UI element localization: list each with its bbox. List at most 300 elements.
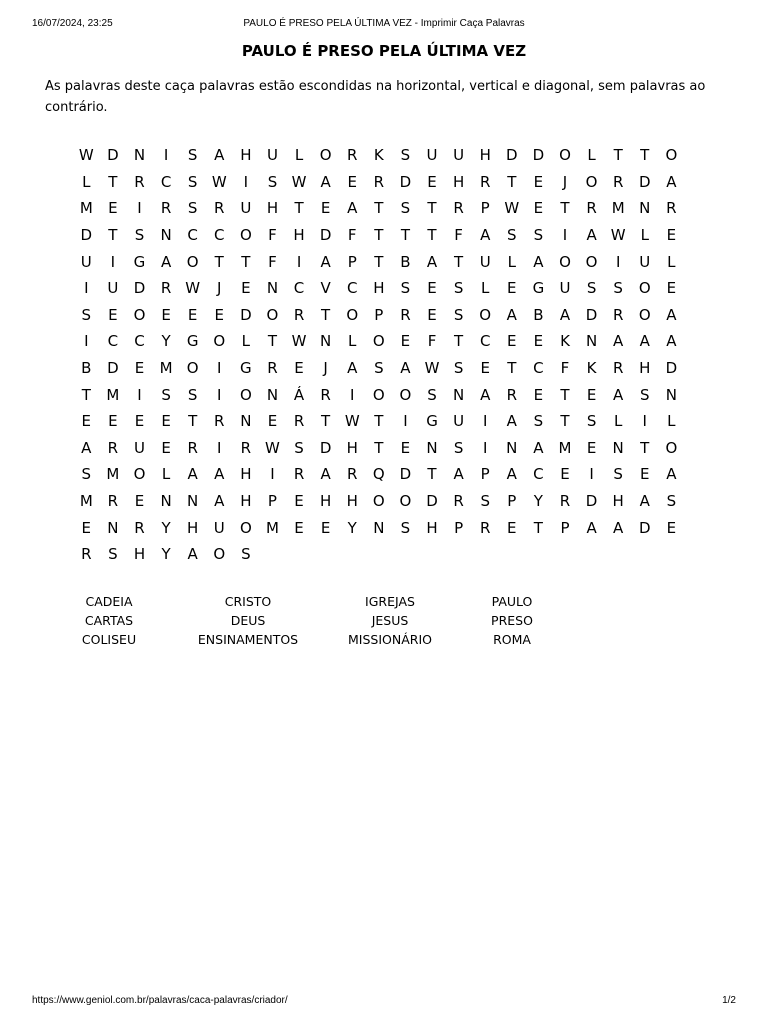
grid-cell: R (612, 305, 624, 324)
grid-cell: U (639, 252, 651, 271)
grid-cell: H (612, 492, 624, 511)
grid-cell: E (267, 412, 278, 431)
print-url: https://www.geniol.com.br/palavras/caca-palavras/criador/ (32, 995, 288, 1006)
grid-cell: A (533, 438, 544, 457)
grid-cell: E (507, 332, 517, 351)
grid-cell: Á (293, 385, 305, 404)
grid-cell: F (427, 332, 437, 351)
grid-cell: R (559, 492, 571, 511)
grid-cell: I (350, 385, 355, 404)
grid-cell: H (426, 518, 438, 537)
grid-cell: P (374, 305, 384, 324)
grid-cell: U (133, 438, 145, 457)
grid-cell: N (585, 332, 598, 351)
grid-cell: S (187, 199, 198, 218)
word-list-item: IGREJAS (365, 594, 415, 609)
grid-cell: D (107, 359, 119, 378)
grid-cell: J (562, 172, 568, 191)
grid-cell: A (187, 545, 198, 564)
grid-cell: B (400, 252, 411, 271)
grid-cell: D (426, 492, 438, 511)
grid-cell: O (372, 385, 385, 404)
grid-cell: B (533, 305, 544, 324)
grid-cell: U (559, 279, 571, 298)
grid-cell: H (639, 359, 651, 378)
grid-cell: W (424, 359, 440, 378)
grid-cell: D (240, 305, 252, 324)
grid-cell: Y (161, 545, 171, 564)
grid-cell: A (320, 252, 331, 271)
grid-cell: T (267, 332, 278, 351)
grid-cell: U (426, 146, 438, 165)
grid-cell: S (374, 359, 384, 378)
grid-cell: G (186, 332, 199, 351)
grid-cell: E (586, 438, 597, 457)
grid-cell: T (533, 518, 543, 537)
grid-cell: S (187, 385, 198, 404)
grid-cell: D (133, 279, 146, 298)
grid-cell: W (265, 438, 280, 457)
grid-cell: A (639, 492, 650, 511)
word-list-item: PAULO (491, 594, 533, 609)
grid-cell: I (403, 412, 408, 431)
word-list-item: PRESO (491, 613, 533, 628)
grid-cell: O (213, 332, 226, 351)
grid-cell: S (533, 226, 544, 245)
print-footer (32, 995, 736, 1009)
grid-cell: H (133, 545, 146, 564)
grid-cell: L (640, 226, 649, 245)
grid-cell: O (399, 492, 412, 511)
grid-cell: T (400, 226, 410, 245)
print-header (32, 18, 736, 32)
grid-cell: R (214, 412, 225, 431)
grid-cell: O (559, 252, 571, 271)
grid-cell: D (638, 518, 651, 537)
grid-cell: A (320, 172, 331, 191)
grid-cell: M (106, 385, 120, 404)
grid-cell: H (452, 172, 465, 191)
grid-cell: S (666, 492, 677, 511)
grid-cell: E (81, 518, 92, 537)
grid-cell: J (217, 279, 222, 298)
grid-cell: H (240, 146, 252, 165)
grid-cell: S (187, 172, 198, 191)
grid-cell: L (667, 252, 676, 271)
grid-cell: S (453, 438, 464, 457)
grid-cell: I (642, 412, 647, 431)
grid-cell: A (214, 465, 225, 484)
grid-cell: G (240, 359, 252, 378)
grid-cell: E (480, 359, 490, 378)
grid-cell: O (372, 332, 385, 351)
grid-cell: F (268, 252, 277, 271)
grid-cell: R (612, 359, 624, 378)
grid-cell: I (137, 199, 142, 218)
grid-cell: O (372, 492, 385, 511)
grid-cell: F (560, 359, 570, 378)
grid-cell: I (163, 146, 169, 165)
grid-cell: I (296, 252, 302, 271)
grid-cell: A (347, 199, 358, 218)
grid-cell: D (319, 226, 332, 245)
grid-cell: T (108, 226, 118, 245)
grid-cell: R (240, 438, 252, 457)
grid-cell: F (454, 226, 463, 245)
grid-cell: I (217, 438, 222, 457)
grid-cell: W (185, 279, 201, 298)
grid-cell: L (667, 412, 676, 431)
word-list-item: JESUS (371, 613, 409, 628)
grid-cell: J (323, 359, 328, 378)
grid-cell: N (320, 332, 332, 351)
grid-cell: D (80, 226, 93, 245)
grid-cell: D (532, 146, 545, 165)
grid-cell: K (560, 332, 570, 351)
word-list-item: CRISTO (224, 594, 272, 609)
grid-cell: I (110, 252, 116, 271)
grid-cell: T (241, 252, 251, 271)
grid-cell: R (214, 199, 225, 218)
grid-cell: L (348, 332, 357, 351)
grid-cell: A (613, 385, 624, 404)
page-number: 1/2 (722, 995, 736, 1006)
grid-cell: R (373, 172, 385, 191)
grid-cell: T (374, 199, 384, 218)
grid-cell: S (453, 305, 464, 324)
grid-cell: C (479, 332, 491, 351)
grid-cell: A (400, 359, 411, 378)
grid-cell: G (532, 279, 545, 298)
grid-cell: R (160, 279, 172, 298)
grid-cell: U (213, 518, 225, 537)
grid-cell: A (506, 465, 517, 484)
grid-cell: R (479, 172, 491, 191)
grid-cell: R (347, 146, 358, 165)
grid-cell: O (186, 359, 199, 378)
grid-cell: R (453, 199, 464, 218)
grid-cell: U (453, 412, 465, 431)
grid-cell: T (560, 412, 570, 431)
grid-cell: E (294, 359, 304, 378)
grid-cell: T (454, 332, 464, 351)
grid-cell: S (613, 279, 623, 298)
grid-cell: T (507, 172, 517, 191)
grid-cell: A (480, 226, 491, 245)
grid-cell: N (107, 518, 119, 537)
grid-cell: O (559, 146, 571, 165)
grid-cell: C (160, 172, 172, 191)
grid-cell: H (266, 199, 279, 218)
grid-cell: A (347, 359, 358, 378)
grid-cell: O (346, 305, 359, 324)
grid-cell: M (159, 359, 173, 378)
grid-cell: S (81, 305, 92, 324)
grid-cell: E (533, 172, 544, 191)
grid-cell: C (214, 226, 225, 245)
grid-cell: E (294, 492, 304, 511)
grid-cell: L (161, 465, 171, 484)
grid-cell: T (427, 465, 437, 484)
grid-cell: P (560, 518, 570, 537)
grid-cell: O (479, 305, 492, 324)
grid-cell: I (562, 226, 568, 245)
grid-cell: M (79, 199, 93, 218)
grid-cell: M (265, 518, 279, 537)
grid-cell: E (214, 305, 224, 324)
grid-cell: O (585, 172, 598, 191)
grid-cell: S (586, 279, 597, 298)
grid-cell: N (133, 146, 146, 165)
grid-cell: S (640, 385, 650, 404)
grid-cell: Q (372, 465, 385, 484)
grid-cell: N (665, 385, 677, 404)
grid-cell: A (533, 252, 544, 271)
grid-cell: G (426, 412, 438, 431)
grid-cell: L (241, 332, 251, 351)
grid-cell: I (217, 385, 222, 404)
grid-cell: I (615, 252, 621, 271)
grid-cell: G (133, 252, 146, 271)
grid-cell: C (533, 359, 544, 378)
grid-cell: O (239, 385, 252, 404)
grid-cell: M (79, 492, 93, 511)
grid-cell: I (482, 438, 488, 457)
grid-cell: A (187, 465, 198, 484)
word-list-item: CARTAS (84, 613, 134, 628)
grid-cell: I (589, 465, 594, 484)
grid-cell: K (586, 359, 597, 378)
print-date: 16/07/2024, 23:25 (32, 18, 113, 29)
grid-cell: E (533, 385, 544, 404)
grid-cell: S (108, 545, 118, 564)
grid-cell: T (560, 385, 570, 404)
grid-cell: L (481, 279, 490, 298)
grid-cell: A (666, 332, 677, 351)
grid-cell: H (346, 492, 358, 511)
word-list-item: CADEIA (85, 594, 133, 609)
grid-cell: D (107, 146, 119, 165)
grid-cell: O (319, 146, 332, 165)
grid-cell: E (666, 226, 677, 245)
grid-cell: O (239, 226, 252, 245)
grid-cell: N (187, 492, 199, 511)
grid-cell: A (214, 146, 225, 165)
grid-cell: A (639, 332, 650, 351)
grid-cell: P (347, 252, 357, 271)
grid-cell: C (293, 279, 305, 298)
grid-cell: R (293, 305, 305, 324)
grid-cell: E (533, 199, 544, 218)
grid-cell: P (454, 518, 464, 537)
grid-cell: T (507, 359, 517, 378)
grid-cell: E (134, 359, 145, 378)
grid-cell: N (426, 438, 438, 457)
grid-cell: I (243, 172, 249, 191)
grid-cell: E (427, 305, 437, 324)
grid-cell: M (611, 199, 625, 218)
grid-cell: A (613, 332, 624, 351)
grid-cell: S (241, 545, 251, 564)
grid-cell: S (267, 172, 278, 191)
grid-cell: E (400, 332, 411, 351)
grid-cell: F (268, 226, 277, 245)
grid-cell: T (613, 146, 623, 165)
grid-cell: T (321, 412, 331, 431)
grid-cell: O (213, 545, 226, 564)
grid-cell: T (81, 385, 91, 404)
grid-cell: N (452, 385, 465, 404)
grid-cell: A (559, 305, 571, 324)
grid-cell: I (482, 412, 488, 431)
grid-cell: Y (533, 492, 543, 511)
grid-cell: A (506, 412, 517, 431)
grid-cell: O (665, 438, 678, 457)
grid-cell: D (506, 146, 518, 165)
grid-cell: A (453, 465, 464, 484)
grid-cell: E (560, 465, 570, 484)
grid-cell: A (586, 226, 597, 245)
grid-cell: W (291, 332, 307, 351)
grid-cell: P (480, 465, 490, 484)
grid-cell: T (640, 146, 650, 165)
grid-cell: E (134, 492, 145, 511)
grid-cell: E (108, 412, 118, 431)
grid-cell: T (374, 252, 384, 271)
grid-cell: U (479, 252, 491, 271)
grid-cell: U (453, 146, 465, 165)
grid-cell: R (107, 492, 119, 511)
grid-cell: H (240, 492, 252, 511)
grid-cell: E (161, 412, 171, 431)
grid-cell: D (638, 172, 651, 191)
grid-cell: E (427, 279, 437, 298)
print-document-title: PAULO É PRESO PELA ÚLTIMA VEZ - Imprimir Caça Palavras (243, 18, 525, 29)
grid-cell: L (82, 172, 91, 191)
grid-cell: A (160, 252, 172, 271)
grid-cell: T (214, 252, 224, 271)
grid-cell: N (240, 412, 252, 431)
grid-cell: U (107, 279, 119, 298)
grid-cell: Y (347, 518, 357, 537)
grid-cell: W (211, 172, 227, 191)
grid-cell: S (533, 412, 544, 431)
grid-cell: S (400, 518, 411, 537)
grid-cell: P (507, 492, 517, 511)
grid-cell: S (294, 438, 304, 457)
grid-cell: C (107, 332, 119, 351)
word-list-item: MISSIONÁRIO (348, 632, 432, 647)
grid-cell: E (320, 199, 331, 218)
grid-cell: L (507, 252, 516, 271)
grid-cell: C (134, 332, 145, 351)
grid-cell: T (427, 199, 437, 218)
grid-cell: N (160, 492, 172, 511)
grid-cell: R (453, 492, 464, 511)
grid-cell: U (266, 146, 278, 165)
grid-cell: O (665, 146, 678, 165)
grid-cell: D (319, 438, 332, 457)
grid-cell: I (217, 359, 222, 378)
grid-cell: R (400, 305, 411, 324)
grid-cell: R (320, 385, 331, 404)
grid-cell: S (453, 359, 464, 378)
grid-cell: C (533, 465, 544, 484)
grid-cell: T (374, 412, 384, 431)
grid-cell: R (293, 412, 305, 431)
grid-cell: M (558, 438, 572, 457)
grid-cell: E (666, 279, 677, 298)
grid-cell: O (186, 252, 199, 271)
grid-cell: Y (161, 518, 171, 537)
grid-cell: E (347, 172, 357, 191)
grid-cell: N (373, 518, 385, 537)
grid-cell: W (344, 412, 360, 431)
grid-cell: E (507, 518, 517, 537)
grid-cell: O (585, 252, 598, 271)
grid-cell: W (610, 226, 626, 245)
grid-cell: N (612, 438, 624, 457)
page-title: PAULO É PRESO PELA ÚLTIMA VEZ (241, 42, 527, 60)
word-list-item: COLISEU (81, 632, 137, 647)
grid-cell: E (161, 438, 171, 457)
grid-cell: A (320, 465, 331, 484)
grid-cell: E (161, 305, 171, 324)
grid-cell: C (346, 279, 358, 298)
grid-cell: N (266, 385, 279, 404)
grid-cell: E (241, 279, 251, 298)
grid-cell: S (480, 492, 490, 511)
grid-cell: L (294, 146, 304, 165)
grid-cell: Y (161, 332, 171, 351)
grid-cell: N (506, 438, 518, 457)
grid-cell: T (640, 438, 650, 457)
grid-cell: R (134, 518, 145, 537)
grid-cell: E (81, 412, 92, 431)
grid-cell: W (504, 199, 520, 218)
grid-cell: C (187, 226, 198, 245)
grid-cell: R (134, 172, 145, 191)
grid-cell: R (347, 465, 358, 484)
grid-cell: I (84, 332, 89, 351)
grid-cell: T (560, 199, 570, 218)
grid-cell: S (400, 146, 411, 165)
grid-cell: R (666, 199, 677, 218)
grid-cell: E (666, 518, 677, 537)
grid-cell: H (373, 279, 385, 298)
grid-cell: O (133, 465, 146, 484)
grid-cell: U (240, 199, 252, 218)
grid-cell: T (374, 438, 384, 457)
grid-cell: H (293, 226, 305, 245)
grid-cell: R (586, 199, 597, 218)
grid-cell: O (399, 385, 412, 404)
grid-cell: U (80, 252, 92, 271)
grid-cell: R (479, 518, 491, 537)
grid-cell: W (291, 172, 307, 191)
grid-cell: O (638, 279, 651, 298)
grid-cell: S (613, 465, 623, 484)
grid-cell: H (240, 465, 252, 484)
grid-cell: E (320, 518, 331, 537)
instructions: As palavras deste caça palavras estão escondidas na horizontal, vertical e diagonal, sem palavras ao contrário. (45, 79, 706, 115)
grid-cell: S (586, 412, 597, 431)
grid-cell: S (507, 226, 517, 245)
grid-cell: E (533, 332, 544, 351)
grid-cell: P (267, 492, 277, 511)
grid-cell: H (346, 438, 358, 457)
grid-cell: S (400, 279, 411, 298)
